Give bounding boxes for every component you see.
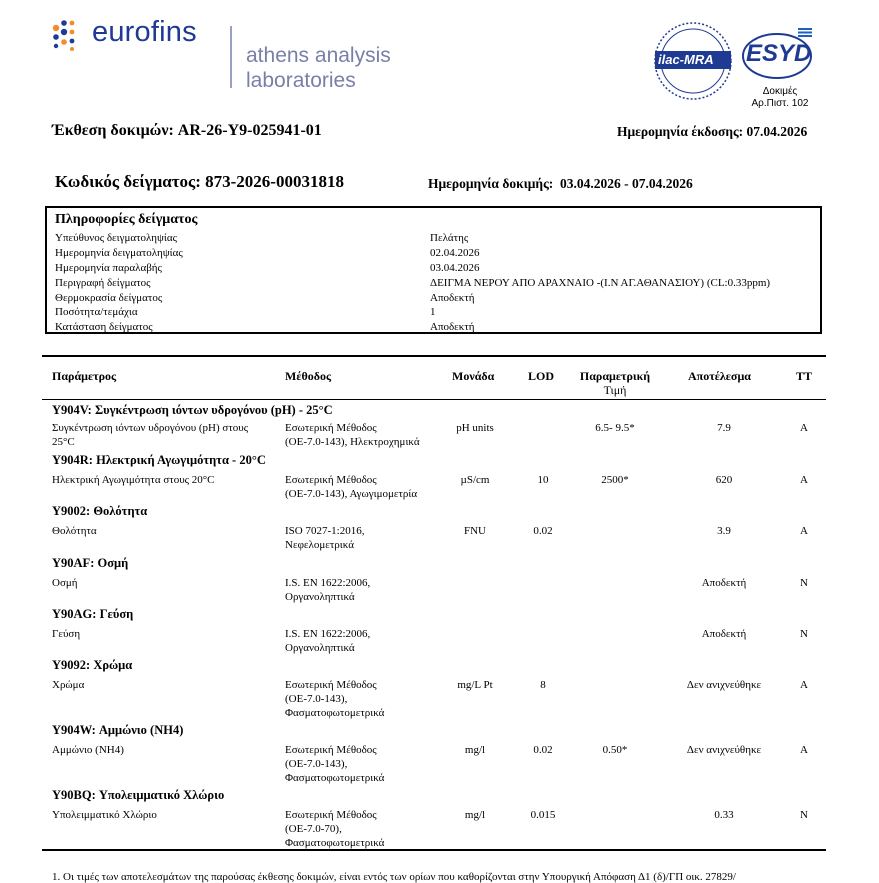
row-method: I.S. EN 1622:2006, Οργανοληπτικά <box>285 628 371 654</box>
info-value: Πελάτης <box>430 232 469 244</box>
lab-name: athens analysis laboratories <box>246 44 391 92</box>
sample-code: Κωδικός δείγματος: 873-2026-00031818 <box>55 172 344 191</box>
col-header-unit: Μονάδα <box>452 369 495 383</box>
row-lod: 0.02 <box>533 525 553 537</box>
row-method: Εσωτερική Μέθοδος (ΟΕ-7.0-143), Αγωγιμομετρία <box>285 474 418 500</box>
section-title: Y9092: Χρώμα <box>52 658 133 672</box>
col-header-method: Μέθοδος <box>285 369 332 383</box>
col-header-param-value: Παραμετρική Τιμή <box>579 369 651 397</box>
section-title: Y90AF: Οσμή <box>52 556 129 570</box>
row-unit: pH units <box>456 422 494 434</box>
row-param-value: 2500* <box>601 474 629 486</box>
row-parameter: Ηλεκτρική Αγωγιμότητα στους 20°C <box>52 474 215 486</box>
row-method: Εσωτερική Μέθοδος (ΟΕ-7.0-143), Φασματοφωτομετρικά <box>285 679 385 719</box>
row-result: Αποδεκτή <box>701 628 747 640</box>
row-tt: N <box>800 628 808 640</box>
row-unit: FNU <box>463 525 486 537</box>
row-param-value: 0.50* <box>602 744 628 756</box>
sample-info-box <box>45 206 822 334</box>
row-result: 3.9 <box>717 525 731 537</box>
results-table <box>42 355 826 851</box>
row-method: Εσωτερική Μέθοδος (ΟΕ-7.0-143), Φασματοφωτομετρικά <box>285 744 385 784</box>
row-parameter: Οσμή <box>52 577 78 589</box>
footer-note: 1. Οι τιμές των αποτελεσμάτων της παρούσας έκθεσης δοκιμών, είναι εντός των ορίων που καθορίζονται στην Υπουργική Απόφαση Δ1 (δ)/ΓΠ οικ. 27829/ <box>52 871 736 883</box>
row-method: Εσωτερική Μέθοδος (ΟΕ-7.0-70), Φασματοφωτομετρικά <box>285 809 385 849</box>
info-label: Ποσότητα/τεμάχια <box>55 306 138 318</box>
row-lod: 10 <box>537 474 549 486</box>
row-method: I.S. EN 1622:2006, Οργανοληπτικά <box>285 577 371 603</box>
info-label: Περιγραφή δείγματος <box>55 277 151 289</box>
row-result: Δεν ανιχνεύθηκε <box>686 679 762 691</box>
section-title: Y90BQ: Υπολειμματικό Χλώριο <box>52 788 225 802</box>
row-unit: mg/L Pt <box>457 679 493 691</box>
info-value: Αποδεκτή <box>430 292 475 304</box>
info-label: Θερμοκρασία δείγματος <box>55 292 163 304</box>
info-value: 1 <box>430 306 436 318</box>
header-divider <box>42 399 826 400</box>
row-result: Αποδεκτή <box>701 577 747 589</box>
row-param-value: 6.5- 9.5* <box>595 422 635 434</box>
row-tt: A <box>800 525 808 537</box>
info-label: Ημερομηνία δειγματοληψίας <box>55 247 183 259</box>
row-tt: A <box>800 474 808 486</box>
row-lod: 0.015 <box>530 809 556 821</box>
row-parameter: Θολότητα <box>52 525 97 537</box>
row-parameter: Χρώμα <box>52 679 85 691</box>
esyd-seal <box>740 26 818 82</box>
section-title: Y9002: Θολότητα <box>52 504 148 518</box>
test-dates: Ημερομηνία δοκιμής: 03.04.2026 - 07.04.2026 <box>428 176 693 191</box>
info-label: Ημερομηνία παραλαβής <box>55 262 162 274</box>
report-number: Έκθεση δοκιμών: AR-26-Y9-025941-01 <box>52 122 322 139</box>
issue-date: Ημερομηνία έκδοσης: 07.04.2026 <box>617 124 808 139</box>
info-value: 02.04.2026 <box>430 247 480 259</box>
row-tt: A <box>800 679 808 691</box>
logo-text: eurofins <box>92 16 197 48</box>
row-lod: 0.02 <box>533 744 553 756</box>
row-parameter: Αμμώνιο (NH4) <box>52 744 124 756</box>
section-title: Y90AG: Γεύση <box>52 607 134 621</box>
section-title: Y904W: Αμμώνιο (NH4) <box>52 723 184 737</box>
row-tt: A <box>800 422 808 434</box>
row-tt: A <box>800 744 808 756</box>
row-result: 0.33 <box>714 809 734 821</box>
row-result: 7.9 <box>717 422 731 434</box>
section-title: Y904V: Συγκέντρωση ιόντων υδρογόνου (pH) - 25°C <box>52 403 333 417</box>
row-lod: 8 <box>540 679 546 691</box>
col-header-tt: ΤΤ <box>796 369 813 383</box>
info-label: Υπεύθυνος δειγματοληψίας <box>55 232 178 244</box>
row-unit: µS/cm <box>460 474 490 486</box>
row-tt: N <box>800 809 808 821</box>
logo-divider <box>230 26 232 88</box>
ilac-label: ilac-MRA <box>658 52 714 67</box>
info-value: Αποδεκτή <box>430 321 475 333</box>
row-parameter: Υπολειμματικό Χλώριο <box>52 809 157 821</box>
sample-info-title: Πληροφορίες δείγματος <box>55 212 198 227</box>
row-unit: mg/l <box>464 809 486 821</box>
row-result: 620 <box>715 474 733 486</box>
col-header-lod: LOD <box>528 369 555 383</box>
col-header-result: Αποτέλεσμα <box>688 369 751 383</box>
info-value: 03.04.2026 <box>430 262 480 274</box>
row-result: Δεν ανιχνεύθηκε <box>686 744 762 756</box>
row-tt: N <box>800 577 808 589</box>
section-title: Y904R: Ηλεκτρική Αγωγιμότητα - 20°C <box>52 453 266 467</box>
row-unit: mg/l <box>464 744 486 756</box>
esyd-label: ESYD <box>746 40 812 67</box>
row-method: ISO 7027-1:2016, Νεφελομετρικά <box>285 525 365 551</box>
row-method: Εσωτερική Μέθοδος (ΟΕ-7.0-143), Ηλεκτροχημικά <box>285 422 420 448</box>
eurofins-logo <box>50 18 220 54</box>
ilac-mra-seal <box>652 20 734 102</box>
info-value: ΔΕΙΓΜΑ ΝΕΡΟΥ ΑΠΟ ΑΡΑΧΝΑΙΟ -(Ι.Ν ΑΓ.ΑΘΑΝΑΣΙΟΥ) (CL:0.33ppm) <box>430 277 771 289</box>
info-label: Κατάσταση δείγματος <box>55 321 153 333</box>
col-header-parameter: Παράμετρος <box>52 369 117 383</box>
row-parameter: Γεύση <box>52 628 81 640</box>
row-parameter: Συγκέντρωση ιόντων υδρογόνου (pH) στους 25°C <box>52 422 249 448</box>
eurofins-dots-icon <box>50 18 86 54</box>
accreditation-caption: Δοκιμές Αρ.Πιστ. 102 <box>751 86 809 109</box>
